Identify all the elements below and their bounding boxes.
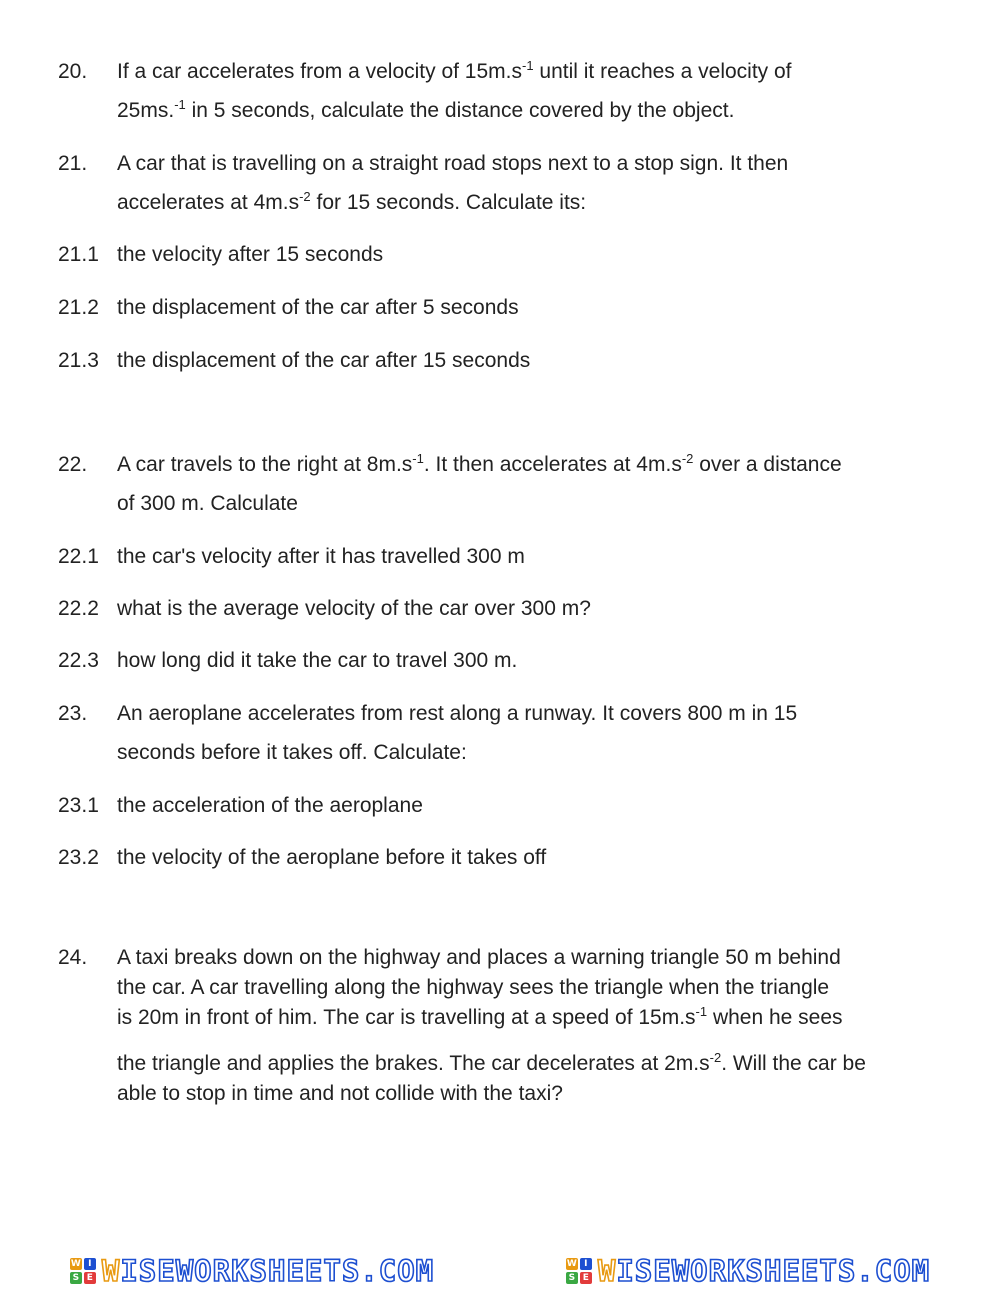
sub-question-text: the car's velocity after it has travelled 300 m [117,545,525,568]
sub-question-text: what is the average velocity of the car over 300 m? [117,597,591,620]
watermark-text: WISEWORKSHEETS.COM [101,1253,435,1288]
sub-question-number: 22.3 [58,649,99,672]
sub-question-text: the velocity of the aeroplane before it takes off [117,846,547,869]
question-number: 21. [58,152,88,175]
question-text: A car travels to the right at $8m.s^{-1}$. It then accelerates at $4m.s^{-2}$ over a distance [117,451,842,476]
sub-question-number: 21.2 [58,296,99,319]
sub-question-number: 23.2 [58,846,99,869]
logo-tile: I [580,1258,592,1270]
sub-question-number: 21.3 [58,349,99,372]
sub-question-text: the displacement of the car after 15 seconds [117,349,531,372]
question-text: A taxi breaks down on the highway and places a warning triangle 50 m behind [117,946,841,969]
question-text: If a car accelerates from a velocity of $15m.s^{-1}$ until it reaches a velocity of [117,58,792,83]
question-text: seconds before it takes off. Calculate: [117,741,467,764]
sub-question-text: the velocity after 15 seconds [117,243,384,266]
question-number: 22. [58,453,88,476]
question-text: able to stop in time and not collide with the taxi? [117,1082,563,1105]
sub-question-number: 21.1 [58,243,99,266]
brand-watermark [70,1254,434,1288]
question-number: 23. [58,702,88,725]
sub-question-number: 23.1 [58,794,99,817]
logo-tile: S [566,1272,578,1284]
question-text: the car. A car travelling along the highway sees the triangle when the triangle [117,976,830,999]
footer-watermark [0,1250,1000,1291]
sub-question-text: how long did it take the car to travel 300 m. [117,649,518,672]
question-text: A car that is travelling on a straight road stops next to a stop sign. It then [117,152,789,175]
question-text: of 300 m. Calculate [117,492,298,515]
watermark-text: WISEWORKSHEETS.COM [597,1253,931,1288]
question-text: accelerates at $4m.s^{-2}$ for 15 seconds. Calculate its: [117,189,587,214]
logo-tile: I [84,1258,96,1270]
brand-watermark [566,1254,930,1288]
sub-question-number: 22.1 [58,545,99,568]
sub-question-text: the acceleration of the aeroplane [117,794,423,817]
wiseworksheets-logo-icon [566,1258,592,1284]
logo-tile: W [566,1258,577,1269]
sub-question-number: 22.2 [58,597,99,620]
question-text: the triangle and applies the brakes. The car decelerates at $2m.s^{-2}$. Will the car be [117,1050,866,1075]
question-text: An aeroplane accelerates from rest along a runway. It covers 800 m in 15 [117,702,798,725]
question-text: is 20m in front of him. The car is travelling at a speed of $15m.s^{-1}$ when he sees [117,1004,843,1029]
question-number: 24. [58,946,88,969]
question-number: 20. [58,60,88,83]
logo-tile: W [70,1258,81,1269]
question-text: 25ms.$^{-1}$ in 5 seconds, calculate the distance covered by the object. [117,97,735,122]
logo-tile: S [70,1272,82,1284]
logo-tile: E [84,1272,96,1284]
wiseworksheets-logo-icon [70,1258,96,1284]
sub-question-text: the displacement of the car after 5 seconds [117,296,519,319]
logo-tile: E [580,1272,592,1284]
